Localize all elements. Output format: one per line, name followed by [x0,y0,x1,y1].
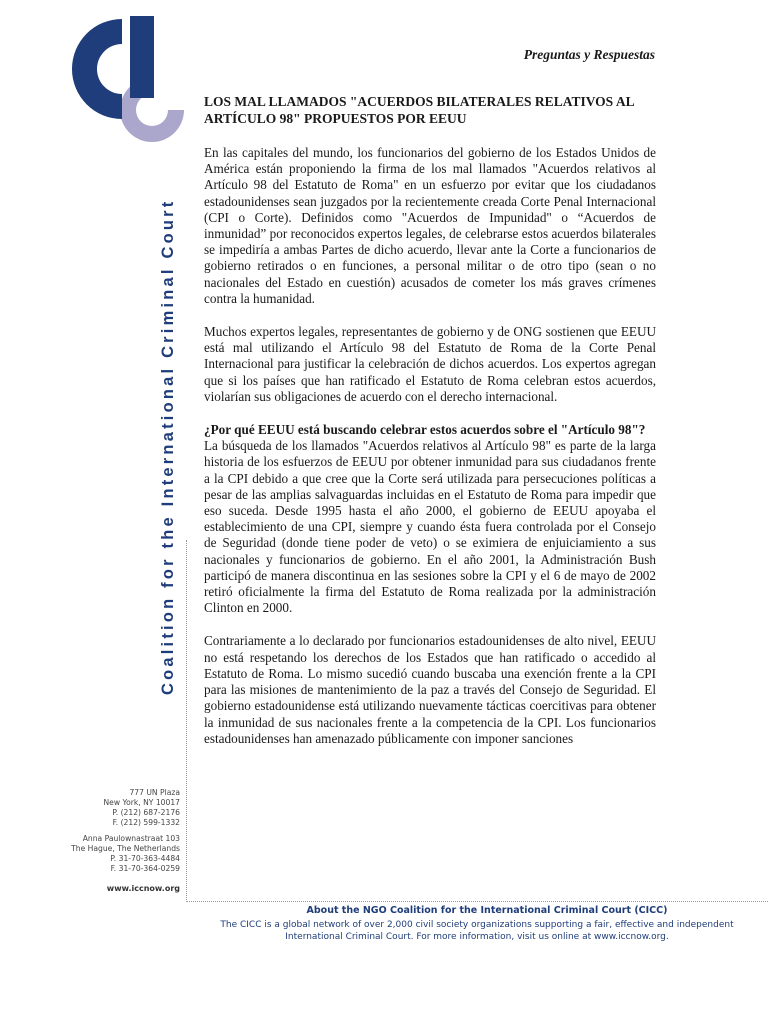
vertical-org-name: Coalition for the International Criminal Court [159,198,177,695]
document-title: LOS MAL LLAMADOS "ACUERDOS BILATERALES RELATIVOS AL ARTÍCULO 98" PROPUESTOS POR EEUU [204,94,634,126]
paragraph-experts: Muchos expertos legales, representantes de gobierno y de ONG sostienen que EEUU está mal utilizando el Artículo 98 del Estatuto de Roma de la Corte Penal Internacional para justificar la celebración de dichos acuerdos. Los expertos agregan que si los países que han ratificado el Estatuto de Roma celebran estos acuerdos, violarían sus obligaciones de acuerdo con el derecho internacional. [204,324,656,404]
address-line: New York, NY 10017 [103,798,180,807]
address-line: Anna Paulownastraat 103 [82,834,180,843]
paragraph-history: La búsqueda de los llamados "Acuerdos relativos al Artículo 98" es parte de la larga historia de los esfuerzos de EEUU por obtener inmunidad para sus ciudadanos frente a la CPI debido a que cree que la Corte será utilizada para persecuciones políticas a pesar de las amplias salvaguardas incluidas en el Estatuto de Roma para impedir que eso suceda. Desde 1995 hasta el año 2000, el gobierno de EEUU apoyaba el establecimiento de una CPI, siempre y cuando ésta fuera controlada por el Consejo de Seguridad (donde tiene poder de veto) o se eximiera de enjuiciamiento a sus nacionales y funcionarios de gobierno. En el año 2001, la Administración Bush participó de manera discontinua en las sesiones sobre la CPI y el 6 de mayo de 2002 retiró oficialmente la firma del Estatuto de Roma realizada por la administración Clinton en 2000. [204,438,656,616]
paragraph-intro: En las capitales del mundo, los funcionarios del gobierno de los Estados Unidos de América están proponiendo la firma de los mal llamados "Acuerdos relativos al Artículo 98 del Estatuto de Roma" en un esfuerzo por evitar que los ciudadanos estadounidenses sean juzgados por la recientemente creada Corte Penal Internacional (CPI o Corte). Definidos como "Acuerdos de Impunidad" o “Acuerdos de inmunidad” por reconocidos expertos legales, de celebrarse estos acuerdos bilaterales se impediría a ambas Partes de dicho acuerdo, llevar ante la Corte a funcionarios de gobierno retirados o en funciones, a personal militar o de otro tipo (sean o no nacionales del Estado en cuestión) acusados de cometer los más graves crímenes contra la humanidad. [204,145,656,306]
cicc-logo [64,14,194,144]
website-link[interactable]: www.iccnow.org [106,884,180,893]
address-line: The Hague, The Netherlands [71,844,180,853]
vertical-divider [186,540,187,902]
address-line: P. 31-70-363-4484 [110,854,180,863]
footer-title: About the NGO Coalition for the International Criminal Court (CICC) [306,905,668,916]
paragraph-contrary: Contrariamente a lo declarado por funcionarios estadounidenses de alto nivel, EEUU no está respetando los derechos de los Estados que han ratificado o accedido al Estatuto de Roma. Lo mismo sucedió cuando buscaba una exención frente a la CPI para las misiones de mantenimiento de la paz a través del Consejo de Seguridad. El gobierno estadounidense está utilizando nuevamente tácticas coercitivas para obtener la inmunidad de sus nacionales frente a la competencia de la CPI. Los funcionarios estadounidenses han amenazado públicamente con imponer sanciones [204,633,656,746]
document-body [204,93,656,764]
address-the-hague [71,834,180,874]
footer-divider [186,901,768,902]
footer-description [186,919,768,943]
question-heading: ¿Por qué EEUU está buscando celebrar estos acuerdos sobre el "Artículo 98"? [204,422,646,438]
address-line: P. (212) 687-2176 [112,808,180,817]
address-line: 777 UN Plaza [129,788,180,797]
address-new-york [104,788,181,828]
header-label: Preguntas y Respuestas [523,47,655,62]
footer-line: The CICC is a global network of over 2,000 civil society organizations supporting a fair, effective and independent [220,920,734,930]
address-line: F. 31-70-364-0259 [110,864,180,873]
footer [186,905,768,943]
address-line: F. (212) 599-1332 [112,818,180,827]
footer-line: International Criminal Court. For more information, visit us online at www.iccnow.org. [285,932,669,942]
